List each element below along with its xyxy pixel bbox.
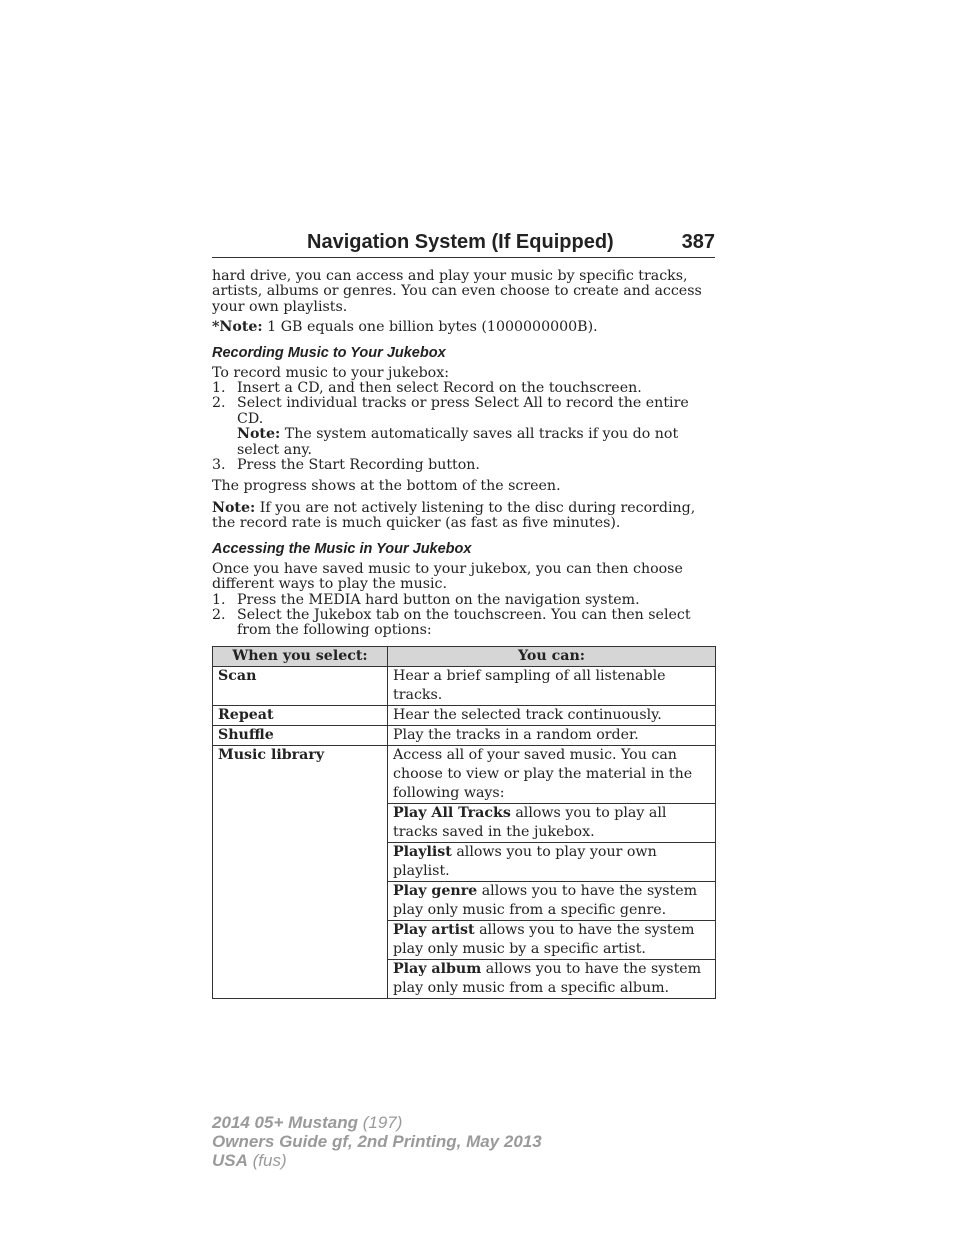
table-row bbox=[213, 725, 716, 745]
option-description: Hear the selected track continuously. bbox=[388, 705, 716, 725]
jukebox-options-table bbox=[212, 646, 716, 999]
step-text: Select individual tracks or press Select All to record the entire CD. bbox=[237, 395, 689, 427]
step-number: 3. bbox=[212, 457, 226, 474]
step-text: Press the Start Recording button. bbox=[237, 457, 480, 474]
sub-option bbox=[388, 920, 716, 959]
accessing-steps bbox=[212, 593, 716, 639]
option-label: Repeat bbox=[218, 706, 274, 723]
footer-market: USA bbox=[212, 1151, 248, 1170]
section-title-accessing: Accessing the Music in Your Jukebox bbox=[212, 540, 472, 557]
page-content bbox=[212, 269, 716, 999]
step-number: 2. bbox=[212, 606, 226, 623]
option-description: Play the tracks in a random order. bbox=[388, 725, 716, 745]
footer-guide: Owners Guide gf, 2nd Printing, May 2013 bbox=[212, 1132, 542, 1151]
chapter-title: Navigation System (If Equipped) bbox=[307, 231, 614, 253]
footer-code: (197) bbox=[358, 1113, 403, 1132]
sub-option bbox=[388, 959, 716, 998]
note-text: 1 GB equals one billion bytes (1000000000B). bbox=[262, 319, 598, 336]
step-number: 2. bbox=[212, 395, 226, 412]
list-item bbox=[212, 381, 716, 396]
gb-note bbox=[212, 320, 716, 335]
progress-text: The progress shows at the bottom of the screen. bbox=[212, 478, 561, 495]
note-label: Note: bbox=[237, 426, 281, 443]
option-name bbox=[213, 745, 388, 998]
footer-model: 2014 05+ Mustang bbox=[212, 1113, 358, 1132]
note-text: The system automatically saves all tracks if you do not select any. bbox=[237, 426, 679, 458]
sub-option-text: allows you to have the system play only music by a specific artist. bbox=[393, 921, 695, 957]
step-text: Insert a CD, and then select Record on the touchscreen. bbox=[237, 380, 642, 397]
note-label: Note: bbox=[212, 499, 256, 516]
page-header bbox=[212, 230, 715, 258]
sub-option-label: Playlist bbox=[393, 843, 452, 860]
intro-paragraph: hard drive, you can access and play your music by specific tracks, artists, albums or genres. You can even choose to create and access your own playlists. bbox=[212, 268, 702, 315]
option-label: Scan bbox=[218, 667, 257, 684]
accessing-lead: Once you have saved music to your jukebox, you can then choose different ways to play the music. bbox=[212, 560, 683, 593]
option-label: Music library bbox=[218, 746, 325, 763]
list-item bbox=[212, 396, 716, 458]
sub-option bbox=[388, 842, 716, 881]
step-number: 1. bbox=[212, 591, 226, 608]
step-text: Select the Jukebox tab on the touchscreen. You can then select from the following options: bbox=[237, 606, 691, 639]
sub-option-text: allows you to have the system play only music from a specific genre. bbox=[393, 882, 698, 918]
list-item bbox=[212, 458, 716, 473]
sub-option-text: allows you to have the system play only music from a specific album. bbox=[393, 960, 702, 996]
option-name bbox=[213, 725, 388, 745]
section-title-recording: Recording Music to Your Jukebox bbox=[212, 344, 446, 361]
list-item bbox=[212, 593, 716, 608]
sub-option bbox=[388, 881, 716, 920]
option-label: Shuffle bbox=[218, 726, 274, 743]
table-row bbox=[213, 705, 716, 725]
column-header-select: When you select: bbox=[213, 646, 388, 666]
step-text: Press the MEDIA hard button on the navigation system. bbox=[237, 591, 640, 608]
option-description: Access all of your saved music. You can choose to view or play the material in the following ways: bbox=[388, 745, 716, 803]
footer-line-2 bbox=[212, 1132, 542, 1151]
sub-option-label: Play All Tracks bbox=[393, 804, 511, 821]
footer-line-3 bbox=[212, 1151, 542, 1170]
sub-option-text: allows you to play all tracks saved in the jukebox. bbox=[393, 804, 667, 840]
table-row bbox=[213, 745, 716, 803]
sub-option-label: Play album bbox=[393, 960, 482, 977]
column-header-can: You can: bbox=[388, 646, 716, 666]
sub-option-label: Play genre bbox=[393, 882, 478, 899]
recording-lead: To record music to your jukebox: bbox=[212, 364, 449, 381]
option-name bbox=[213, 705, 388, 725]
record-rate-note bbox=[212, 501, 716, 532]
step-number: 1. bbox=[212, 380, 226, 397]
table-row bbox=[213, 666, 716, 705]
table-header-row bbox=[213, 646, 716, 666]
recording-steps bbox=[212, 381, 716, 473]
note-text: If you are not actively listening to the disc during recording, the record rate is much quicker (as fast as five minutes). bbox=[212, 499, 696, 532]
option-name bbox=[213, 666, 388, 705]
footer-line-1 bbox=[212, 1113, 542, 1132]
page-footer bbox=[212, 1113, 542, 1170]
option-description: Hear a brief sampling of all listenable tracks. bbox=[388, 666, 716, 705]
note-label: *Note: bbox=[212, 319, 263, 336]
sub-option-label: Play artist bbox=[393, 921, 475, 938]
sub-option-text: allows you to play your own playlist. bbox=[393, 843, 657, 879]
page-number: 387 bbox=[681, 231, 715, 253]
list-item bbox=[212, 608, 716, 639]
footer-market-code: (fus) bbox=[247, 1151, 287, 1170]
sub-option bbox=[388, 803, 716, 842]
